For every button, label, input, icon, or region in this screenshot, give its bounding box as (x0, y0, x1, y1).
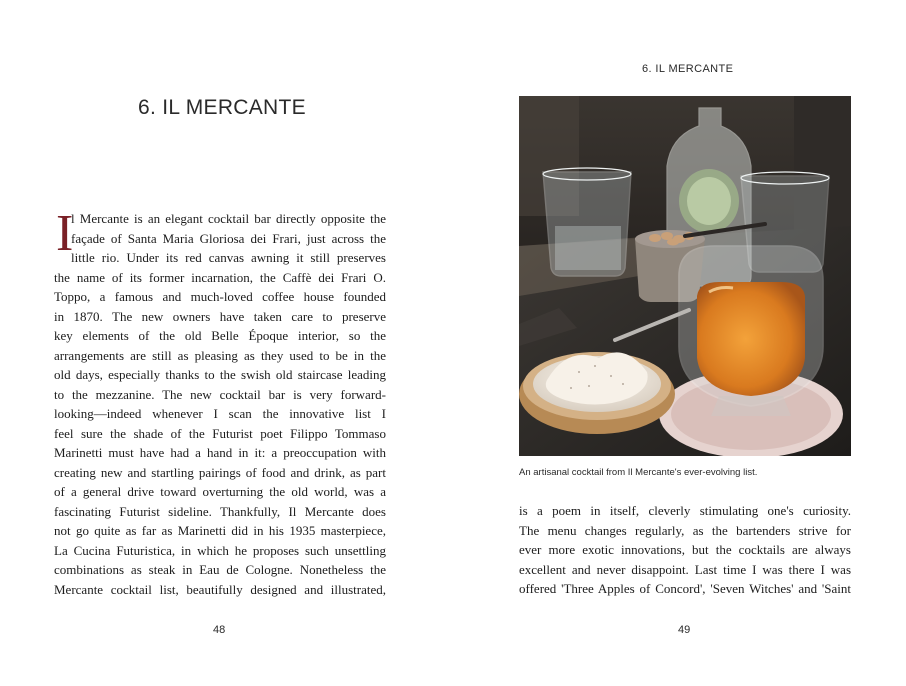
text-line: creating new and startling pairings of food and drink, as part (54, 464, 386, 480)
text-line: offered 'Three Apples of Concord', 'Seven Witches' and 'Saint (519, 581, 851, 596)
text-line: La Cucina Futuristica, in which he proposes such unsettling (54, 542, 386, 558)
text-line: to the mezzanine. The new cocktail bar is very forward- (54, 386, 386, 402)
text-line: not go quite as far as Marinetti did in his 1935 masterpiece, (54, 523, 386, 538)
text-line: key elements of the old Belle Époque interior, so the (54, 328, 386, 343)
text-line: looking—indeed whenever I scan the innovative list I (54, 406, 386, 421)
text-line: Toppo, a famous and much-loved coffee house founded (54, 289, 386, 304)
text-line: is a poem in itself, cleverly stimulating one's curiosity. (519, 503, 851, 518)
text-line: combinations as steak in Eau de Cologne. Nonetheless the (54, 562, 386, 577)
text-line: of a general drive toward overturning the old world, was a (54, 484, 386, 499)
drop-cap: I (56, 205, 74, 262)
text-line: excellent and never disappoint. Last time I was there I was (519, 561, 851, 577)
right-page (453, 0, 906, 686)
text-line: little rio. Under its red canvas awning it still preserves (71, 250, 386, 265)
text-line: old days, especially thanks to the swish old staircase leading (54, 367, 386, 382)
text-line: ever more exotic innovations, but the cocktails are always (519, 542, 851, 557)
text-line: Marinetti must have had a hand in it: a preoccupation with (54, 445, 386, 460)
text-line: The menu changes regularly, as the bartenders strive for (519, 522, 851, 538)
cocktail-photo (519, 96, 851, 456)
text-line: Mercante cocktail list, beautifully designed and illustrated, (54, 581, 386, 597)
text-line: in 1870. The new owners have taken care to preserve (54, 308, 386, 324)
text-line: feel sure the shade of the Futurist poet Filippo Tommaso (54, 425, 386, 441)
text-line: l Mercante is an elegant cocktail bar directly opposite the (71, 211, 386, 226)
text-line: fascinating Futurist sideline. Thankfully, Il Mercante does (54, 503, 386, 519)
left-body-text (54, 205, 386, 599)
text-line: façade of Santa Maria Gloriosa dei Frari, just across the (71, 230, 386, 246)
text-line: the name of its former incarnation, the Caffè dei Frari O. (54, 269, 386, 285)
page-number: 48 (213, 624, 226, 636)
right-body-text (519, 501, 851, 599)
photo-caption: An artisanal cocktail from Il Mercante's ever-evolving list. (519, 467, 758, 478)
running-head: 6. IL MERCANTE (642, 63, 734, 75)
page-number: 49 (678, 624, 691, 636)
text-line: arrangements are still as pleasing as they used to be in the (54, 347, 386, 363)
chapter-title: 6. IL MERCANTE (138, 96, 306, 119)
photo-illustration (519, 96, 851, 456)
